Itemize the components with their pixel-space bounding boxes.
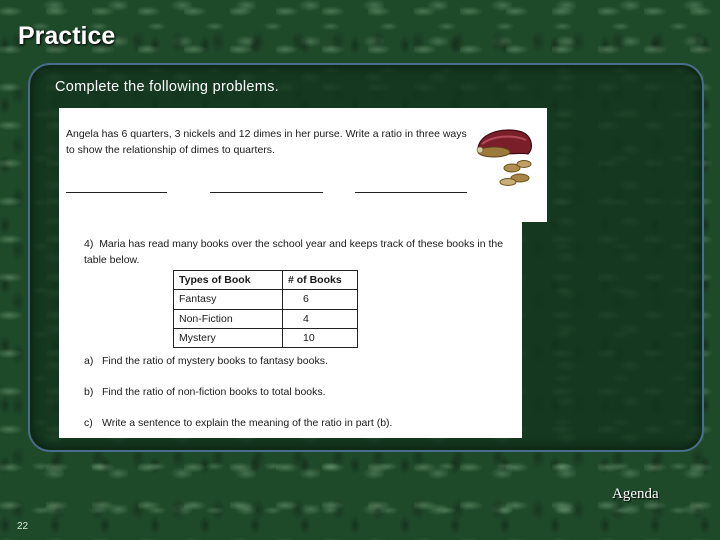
table-cell: Non-Fiction (174, 309, 283, 328)
question-b (84, 384, 326, 400)
question-text: Write a sentence to explain the meaning of the ratio in part (b). (102, 417, 393, 429)
table-row (174, 328, 358, 347)
table-cell: 4 (283, 309, 358, 328)
answer-line-1 (66, 192, 167, 193)
problem-4-card (59, 222, 522, 438)
question-letter: b) (84, 386, 94, 398)
table-header: # of Books (283, 271, 358, 290)
answer-line-2 (210, 192, 323, 193)
problem-4-statement: Maria has read many books over the school year and keeps track of these books in the table below. (84, 238, 504, 267)
table-header-row (174, 271, 358, 290)
table-header: Types of Book (174, 271, 283, 290)
table-cell: Fantasy (174, 290, 283, 309)
problem-4-number: 4) (84, 238, 94, 250)
agenda-link[interactable]: Agenda (612, 486, 659, 502)
books-table (173, 270, 358, 348)
table-cell: Mystery (174, 328, 283, 347)
question-text: Find the ratio of non-fiction books to total books. (102, 386, 326, 398)
table-cell: 6 (283, 290, 358, 309)
problem-4-text (84, 236, 514, 269)
problem-3-text: Angela has 6 quarters, 3 nickels and 12 dimes in her purse. Write a ratio in three ways to show the relationship of dimes to quarters. (66, 128, 467, 157)
answer-line-3 (355, 192, 467, 193)
question-c (84, 415, 392, 431)
question-text: Find the ratio of mystery books to fantasy books. (102, 355, 328, 367)
coin-purse-icon (472, 122, 536, 190)
slide-title: Practice (18, 22, 116, 50)
instructions-text: Complete the following problems. (55, 79, 279, 95)
table-row (174, 309, 358, 328)
question-letter: a) (84, 355, 94, 367)
question-a (84, 353, 328, 369)
table-cell: 10 (283, 328, 358, 347)
slide-number: 22 (17, 521, 29, 532)
question-letter: c) (84, 417, 93, 429)
table-row (174, 290, 358, 309)
